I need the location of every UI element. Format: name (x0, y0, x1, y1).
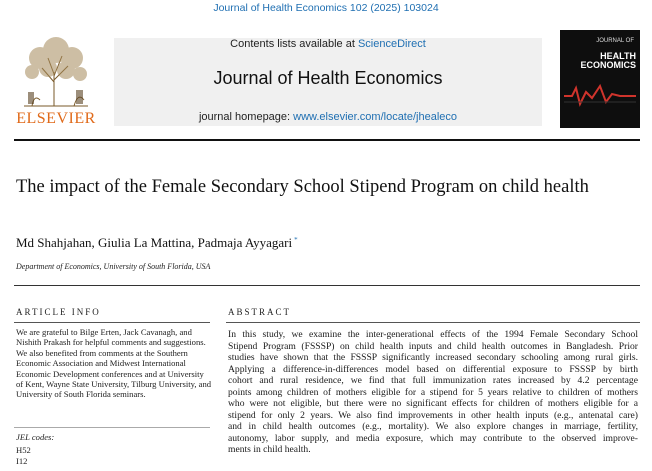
abstract-line: points among children of mothers eligible for a stipend for 5 years relative to children of mothers (228, 386, 638, 398)
abstract-heading: ABSTRACT (228, 307, 292, 317)
abstract-line: stipend for only 2 years. We also find improvements in other health inputs (e.g., antenatal care) (228, 409, 638, 421)
abstract-rule (226, 322, 640, 323)
cover-title (564, 52, 636, 71)
author-list: Md Shahjahan, Giulia La Mattina, Padmaja Ayyagari * (16, 235, 298, 250)
abstract-line: Applying a difference-in-differences model based on differential exposure to FSSSP by birth (228, 363, 638, 375)
contents-prefix: Contents lists available at (230, 38, 358, 50)
jel-heading: JEL codes: (16, 432, 55, 442)
journal-cover-image (560, 30, 640, 128)
abstract-line: In this study, we examine the inter-generational effects of the 1994 Female Secondary School (228, 329, 638, 340)
jel-divider (14, 427, 210, 428)
jel-code: I12 (16, 456, 28, 466)
sciencedirect-link[interactable]: ScienceDirect (357, 38, 426, 50)
article-info-heading: ARTICLE INFO (16, 307, 101, 317)
abstract-line: who were not eligible, but there were no significant effects for children of mothers eligible for a (228, 398, 638, 409)
cover-journal-of: JOURNAL OF (596, 38, 634, 44)
header-divider (14, 139, 640, 141)
author-name[interactable]: Padmaja Ayyagari (197, 235, 293, 250)
contents-line (114, 38, 542, 50)
jel-code: H52 (16, 445, 31, 455)
cover-health: HEALTH (600, 51, 636, 61)
homepage-line (114, 111, 542, 123)
abstract-body (228, 329, 638, 456)
abstract-line: studies have shown that the FSSSP significantly increased secondary schooling among rural girls. (228, 352, 638, 363)
homepage-link[interactable]: www.elsevier.com/locate/jhealeco (293, 111, 458, 123)
cover-graphic (560, 80, 640, 110)
jel-code-list (16, 445, 31, 467)
author-name[interactable]: Md Shahjahan (16, 235, 92, 250)
author-name[interactable]: Giulia La Mattina (97, 235, 192, 250)
acknowledgement-text (16, 327, 212, 400)
article-info-rule (14, 322, 210, 323)
journal-banner (114, 38, 542, 126)
corresponding-author-mark[interactable]: * (294, 235, 298, 244)
abstract-line: and in child health outcomes (e.g., mortality). We also explore changes in marriage, fertility, (228, 421, 638, 432)
abstract-line: Stipend Program (FSSSP) on child health inputs and child health outcomes in Bangladesh. Prior (228, 340, 638, 352)
cover-economics: ECONOMICS (580, 60, 636, 71)
journal-citation[interactable]: Journal of Health Economics 102 (2025) 103024 (213, 2, 439, 14)
abstract-line: cohort and rural residence, we find that full immunization rates increased by 4.2 percentage (228, 375, 638, 386)
journal-title: Journal of Health Economics (213, 68, 443, 88)
abstract-line: autonomy, labor supply, and media exposure, which may contribute to the observed improve- (228, 432, 638, 444)
affiliation: Department of Economics, University of South Florida, USA (16, 262, 211, 271)
paper-title: The impact of the Female Secondary School Stipend Program on child health (16, 177, 589, 197)
acknowledgement-paragraph: We are grateful to Bilge Erten, Jack Cavanagh, and Nishith Prakash for helpful comments and suggestions. We also benefited from comments at the Southern Economic Association and Midwest International Economic Development conferences and at University of Kent, Wayne State University, Tilburg University, and University of South Florida seminars. (16, 327, 212, 400)
homepage-prefix: journal homepage: (198, 111, 294, 123)
section-divider (14, 285, 640, 286)
publisher-wordmark: ELSEVIER (16, 110, 96, 127)
abstract-line: ments in child health. (228, 444, 311, 455)
